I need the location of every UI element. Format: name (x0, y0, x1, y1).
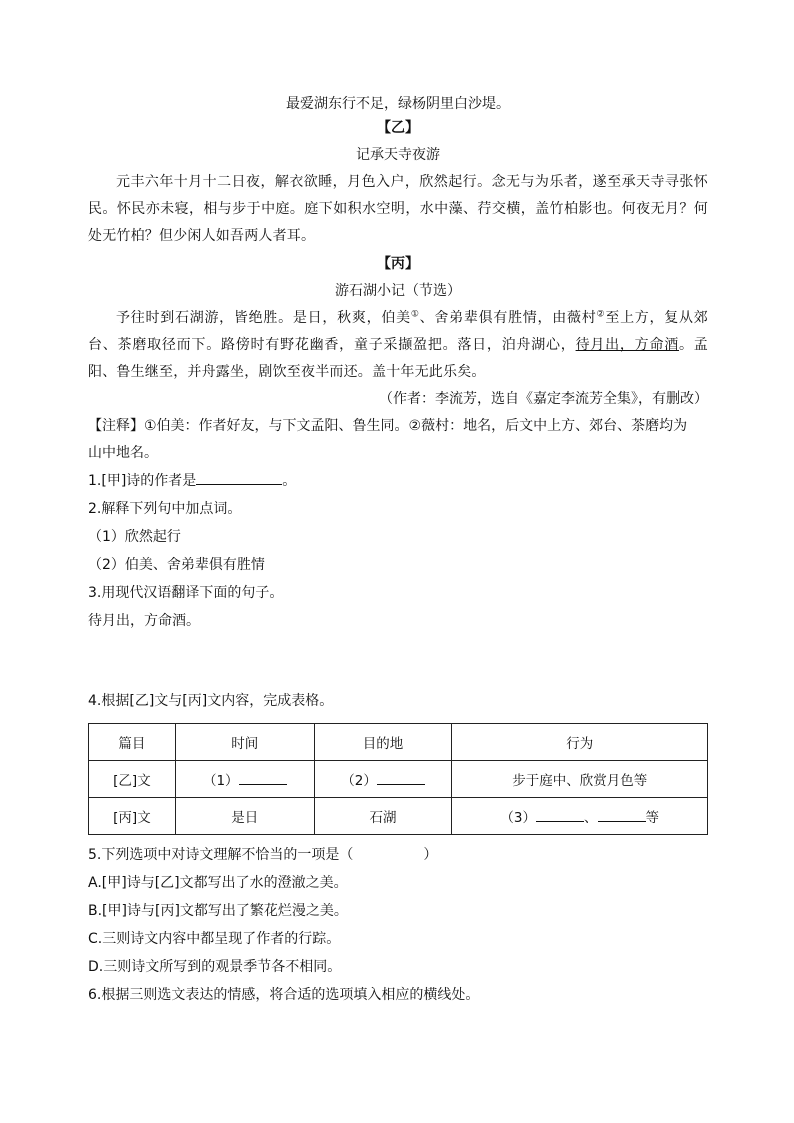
note-line-1: 【注释】①伯美：作者好友，与下文孟阳、鲁生同。②薇村：地名，后文中上方、郊台、茶磨均为 (88, 418, 688, 434)
bing-text-part2: 、舍弟辈俱有胜情，由薇村 (419, 310, 597, 326)
section-bing-title: 游石湖小记（节选） (335, 283, 461, 299)
answer-blank-table-2[interactable] (377, 772, 425, 785)
question-3-sentence: 待月出，方命酒。 (88, 613, 200, 629)
table-header-row (89, 724, 708, 761)
document-content (88, 92, 708, 1009)
table-cell (452, 798, 708, 835)
table-header: 篇目 (89, 724, 176, 761)
blank-label: （1） (202, 773, 239, 789)
table-cell: [乙]文 (89, 761, 176, 798)
table-cell: [丙]文 (89, 798, 176, 835)
table-row (89, 798, 708, 835)
question-5-option-b: B.[甲]诗与[丙]文都写出了繁花烂漫之美。 (88, 903, 348, 919)
question-5-option-c: C.三则诗文内容中都呈现了作者的行踪。 (88, 931, 341, 947)
question-1 (88, 467, 708, 495)
question-4: 4.根据[乙]文与[丙]文内容，完成表格。 (88, 693, 334, 709)
blank-label: （3） (500, 810, 537, 826)
table-cell (175, 761, 314, 798)
question-2: 2.解释下列句中加点词。 (88, 501, 242, 517)
table-header: 目的地 (314, 724, 452, 761)
question-2-item-2: （2）伯美、舍弟辈俱有胜情 (88, 557, 265, 573)
answer-blank-table-3b[interactable] (598, 809, 646, 822)
bing-text-part1: 予往时到石湖游，皆绝胜。是日，秋爽，伯美 (116, 310, 411, 326)
answer-blank-1[interactable] (196, 472, 282, 485)
section-yi-text: 元丰六年十月十二日夜，解衣欲睡，月色入户，欣然起行。念无与为乐者，遂至承天寺寻张怀民。怀民亦未寝，相与步于中庭。庭下如积水空明，水中藻、荇交横，盖竹柏影也。何夜无月？何处无竹柏？但少闲人如吾两人者耳。 (88, 174, 708, 244)
question-1-text: 1.[甲]诗的作者是 (88, 473, 197, 489)
question-5-option-a: A.[甲]诗与[乙]文都写出了水的澄澈之美。 (88, 875, 348, 891)
table-cell (314, 761, 452, 798)
section-yi-title: 记承天寺夜游 (356, 147, 440, 163)
table-header: 行为 (452, 724, 708, 761)
answer-blank-table-1[interactable] (239, 772, 287, 785)
question-2-item-1: （1）欣然起行 (88, 529, 181, 545)
source-citation: （作者：李流芳，选自《嘉定李流芳全集》，有删改） (379, 391, 708, 407)
separator: 、 (584, 810, 598, 826)
question-6: 6.根据三则选文表达的情感，将合适的选项填入相应的横线处。 (88, 987, 480, 1003)
bing-text-part4: 。孟阳、鲁生继至，并舟露坐，剧饮至夜半而还。盖十年无此乐矣。 (88, 337, 708, 380)
table-cell: 是日 (175, 798, 314, 835)
answer-table (88, 723, 708, 835)
answer-blank-table-3a[interactable] (536, 809, 584, 822)
question-3: 3.用现代汉语翻译下面的句子。 (88, 585, 284, 601)
blank-label: （2） (341, 773, 377, 789)
question-5: 5.下列选项中对诗文理解不恰当的一项是（ ） (88, 847, 438, 863)
bing-text-part3: 至上方，复从郊台、茶磨取径而下。路傍时有野花幽香，童子采撷盈把。落日，泊舟湖心， (88, 310, 708, 353)
question-1-suffix: 。 (282, 473, 297, 489)
section-bing-heading: 【丙】 (377, 256, 419, 272)
footnote-ref-1: ① (410, 309, 420, 320)
question-5-option-d: D.三则诗文所写到的观景季节各不相同。 (88, 959, 342, 975)
table-cell: 步于庭中、欣赏月色等 (452, 761, 708, 798)
suffix: 等 (645, 810, 660, 826)
table-cell: 石湖 (314, 798, 452, 835)
section-yi-heading: 【乙】 (377, 120, 419, 136)
underlined-sentence: 待月出，方命酒 (575, 337, 680, 353)
note-line-2: 山中地名。 (88, 445, 158, 461)
poem-last-line: 最爱湖东行不足，绿杨阴里白沙堤。 (286, 96, 510, 112)
footnote-ref-2: ② (596, 309, 606, 320)
table-header: 时间 (175, 724, 314, 761)
table-row (89, 761, 708, 798)
section-bing-text (88, 305, 708, 386)
